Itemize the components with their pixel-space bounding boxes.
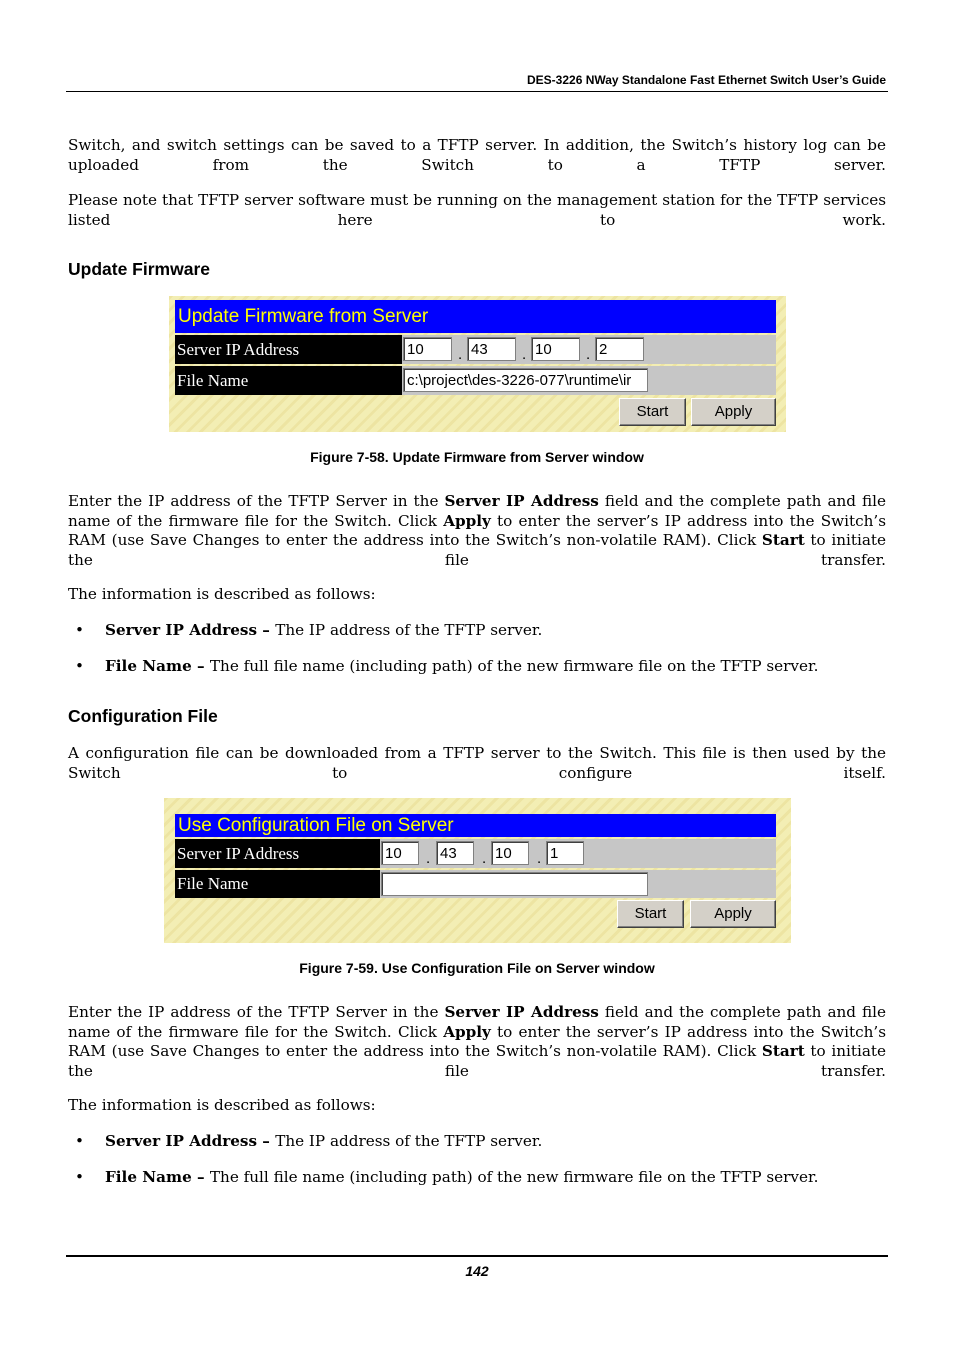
server-ip-label: Server IP Address	[175, 839, 380, 868]
bullet-marker: •	[75, 657, 84, 675]
section1-bullet-1	[105, 621, 542, 640]
window-title-bar: Update Firmware from Server	[175, 300, 776, 333]
update-firmware-window	[169, 296, 786, 432]
desc-text: to enter the server’s IP address into the Switch’s RAM (use Save Changes to enter the address into the Switch’s non-volatile RAM). Click	[68, 511, 886, 549]
section1-info-line: The information is described as follows:	[68, 585, 376, 603]
ip-octet-3[interactable]: 10	[491, 841, 529, 865]
start-button[interactable]: Start	[617, 900, 684, 928]
ip-separator: .	[426, 850, 431, 867]
apply-button[interactable]: Apply	[691, 398, 776, 426]
file-name-label: File Name	[175, 870, 380, 898]
desc-term-start: Start	[761, 1042, 805, 1060]
bullet-text: The full file name (including path) of the new firmware file on the TFTP server.	[209, 1168, 819, 1186]
intro-paragraph-1: Switch, and switch settings can be saved to a TFTP server. In addition, the Switch’s history log can be uploaded from the Switch to a TFTP server.	[68, 136, 886, 174]
intro-paragraph-2: Please note that TFTP server software must be running on the management station for the TFTP services listed here to work.	[68, 191, 886, 229]
ip-separator: .	[458, 346, 463, 363]
footer-rule	[66, 1255, 888, 1257]
desc-term-apply: Apply	[443, 511, 491, 530]
running-header: DES-3226 NWay Standalone Fast Ethernet Switch User’s Guide	[527, 73, 886, 87]
server-ip-label: Server IP Address	[175, 335, 402, 364]
ip-octet-3[interactable]: 10	[531, 337, 580, 361]
ip-octet-1[interactable]: 10	[403, 337, 452, 361]
bullet-term: File Name –	[105, 1168, 210, 1186]
bullet-text: The IP address of the TFTP server.	[275, 1132, 543, 1150]
desc-text: Enter the IP address of the TFTP Server in the	[68, 1003, 445, 1021]
section2-bullet-2	[105, 1168, 818, 1187]
desc-term-start: Start	[761, 531, 805, 549]
desc-text: field and the complete path and file name of the firmware file for the Switch. Click	[68, 1003, 886, 1041]
ip-octet-4[interactable]: 2	[595, 337, 644, 361]
section-heading-update-firmware: Update Firmware	[68, 259, 210, 279]
ip-octet-2[interactable]: 43	[467, 337, 516, 361]
desc-text: to initiate the file transfer.	[68, 531, 886, 569]
bullet-text: The full file name (including path) of the new firmware file on the TFTP server.	[209, 657, 819, 675]
section2-intro: A configuration file can be downloaded from a TFTP server to the Switch. This file is then used by the Switch to configure itself.	[68, 744, 886, 782]
bullet-term: File Name –	[105, 657, 210, 675]
section-heading-configuration-file: Configuration File	[68, 706, 218, 726]
figure-caption-7-58: Figure 7-58. Update Firmware from Server window	[310, 449, 644, 465]
bullet-text: The IP address of the TFTP server.	[275, 621, 543, 639]
file-name-label: File Name	[175, 366, 402, 395]
section2-info-line: The information is described as follows:	[68, 1096, 376, 1114]
file-name-input[interactable]	[381, 872, 648, 896]
ip-separator: .	[537, 850, 542, 867]
ip-separator: .	[586, 346, 591, 363]
bullet-marker: •	[75, 1132, 84, 1150]
desc-text: to enter the server’s IP address into the Switch’s RAM (use Save Changes to enter the address into the Switch’s non-volatile RAM). Click	[68, 1022, 886, 1060]
bullet-marker: •	[75, 1168, 84, 1186]
window-title-bar: Use Configuration File on Server	[175, 814, 776, 837]
ip-separator: .	[482, 850, 487, 867]
page-number: 142	[465, 1263, 489, 1279]
configuration-file-window	[164, 798, 791, 943]
desc-text: to initiate the file transfer.	[68, 1042, 886, 1080]
ip-octet-1[interactable]: 10	[381, 841, 419, 865]
bullet-marker: •	[75, 621, 84, 639]
ip-separator: .	[522, 346, 527, 363]
desc-text: field and the complete path and file name of the firmware file for the Switch. Click	[68, 492, 886, 530]
header-rule	[66, 91, 888, 92]
desc-text: Enter the IP address of the TFTP Server in the	[68, 492, 445, 510]
section2-description	[68, 1003, 886, 1101]
section1-description	[68, 492, 886, 590]
desc-term-apply: Apply	[443, 1022, 491, 1041]
section1-bullet-2	[105, 657, 818, 676]
desc-term-server-ip: Server IP Address	[444, 1003, 599, 1021]
bullet-term: Server IP Address –	[105, 1132, 276, 1150]
ip-octet-4[interactable]: 1	[546, 841, 584, 865]
figure-caption-7-59: Figure 7-59. Use Configuration File on Server window	[299, 960, 655, 976]
apply-button[interactable]: Apply	[690, 900, 776, 928]
start-button[interactable]: Start	[619, 398, 686, 426]
bullet-term: Server IP Address –	[105, 621, 276, 639]
desc-term-server-ip: Server IP Address	[444, 492, 599, 510]
file-name-input[interactable]: c:\project\des-3226-077\runtime\ir	[403, 368, 648, 392]
ip-octet-2[interactable]: 43	[436, 841, 474, 865]
section2-bullet-1	[105, 1132, 542, 1151]
